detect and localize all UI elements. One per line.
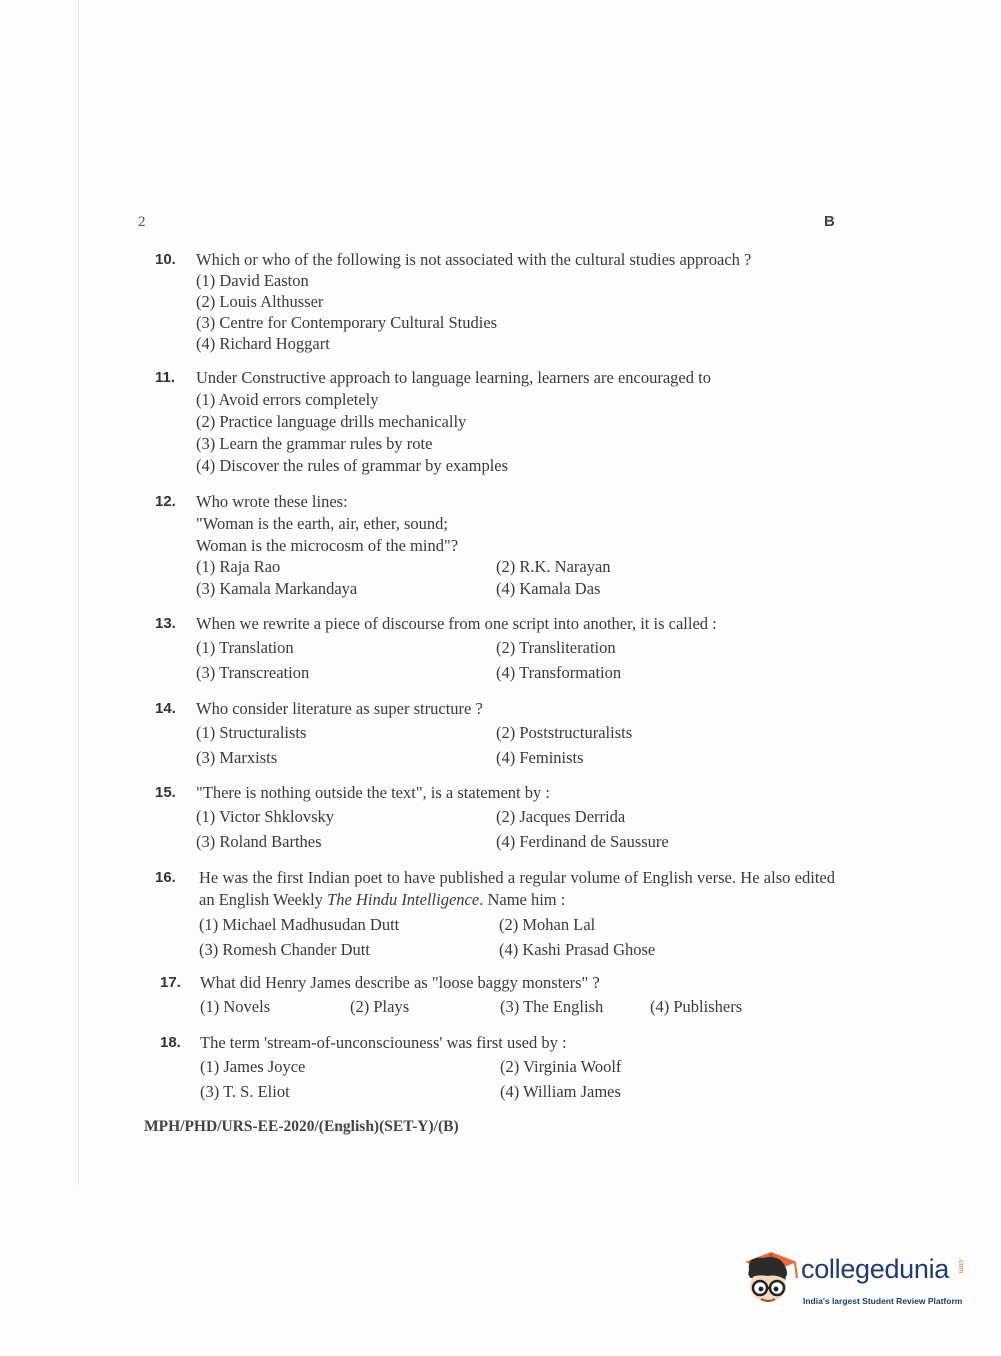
option: (3) The English <box>500 997 604 1016</box>
option: (2) Virginia Woolf <box>500 1057 622 1076</box>
option: (2) Poststructuralists <box>496 723 633 742</box>
option: (3) Roland Barthes <box>196 832 322 851</box>
option: (3) Marxists <box>196 748 278 767</box>
option: (1) Avoid errors completely <box>196 390 379 409</box>
question-number: 11. <box>155 369 176 386</box>
option: (3) Centre for Contemporary Cultural Studies <box>196 313 498 332</box>
question-18 <box>155 1032 845 1104</box>
question-number: 15. <box>155 784 176 801</box>
question-text: Under Constructive approach to language learning, learners are encouraged to <box>196 368 711 387</box>
question-10 <box>155 249 845 355</box>
question-text <box>199 867 835 911</box>
option: (2) Plays <box>350 997 410 1016</box>
option: (4) Discover the rules of grammar by examples <box>196 456 509 475</box>
question-text: What did Henry James describe as "loose baggy monsters" ? <box>200 973 600 992</box>
collegedunia-watermark[interactable] <box>741 1248 971 1318</box>
option: (1) James Joyce <box>200 1057 306 1076</box>
option: (1) Raja Rao <box>196 557 281 576</box>
option: (1) Structuralists <box>196 723 307 742</box>
question-14 <box>155 698 845 770</box>
question-12 <box>155 491 845 600</box>
option: (3) T. S. Eliot <box>200 1082 290 1101</box>
question-number: 12. <box>155 493 176 510</box>
paper-code: MPH/PHD/URS-EE-2020/(English)(SET-Y)/(B) <box>144 1118 459 1135</box>
option: (4) William James <box>500 1082 621 1101</box>
option: (4) Kamala Das <box>496 579 601 598</box>
question-11 <box>155 367 845 477</box>
question-text-line: "Woman is the earth, air, ether, sound; <box>196 514 448 533</box>
question-text: "There is nothing outside the text", is a statement by : <box>196 783 550 802</box>
question-13 <box>155 613 845 685</box>
option: (4) Feminists <box>496 748 584 767</box>
question-text: The term 'stream-of-unconsciouness' was first used by : <box>200 1033 567 1052</box>
question-text: When we rewrite a piece of discourse from one script into another, it is called : <box>196 614 717 633</box>
option: (2) R.K. Narayan <box>496 557 611 576</box>
margin-line <box>78 0 79 1185</box>
option: (2) Transliteration <box>496 638 616 657</box>
option: (1) David Easton <box>196 271 309 290</box>
question-number: 14. <box>155 700 176 717</box>
option: (2) Louis Althusser <box>196 292 324 311</box>
question-text-line: Who wrote these lines: <box>196 492 348 511</box>
question-text-part: . Name him : <box>479 890 566 909</box>
question-text: Who consider literature as super structure ? <box>196 699 483 718</box>
publication-title: The Hindu Intelligence <box>327 890 480 909</box>
option: (1) Translation <box>196 638 294 657</box>
brand-tagline: India's largest Student Review Platform <box>803 1296 963 1306</box>
option: (1) Novels <box>200 997 271 1016</box>
student-mascot-icon <box>741 1248 799 1310</box>
question-text: Which or who of the following is not associated with the cultural studies approach ? <box>196 250 752 269</box>
option: (4) Ferdinand de Saussure <box>496 832 669 851</box>
question-number: 17. <box>160 974 181 991</box>
option: (2) Practice language drills mechanically <box>196 412 467 431</box>
option: (4) Transformation <box>496 663 622 682</box>
option: (3) Romesh Chander Dutt <box>199 940 370 959</box>
option: (3) Kamala Markandaya <box>196 579 358 598</box>
page-number: 2 <box>138 214 146 230</box>
question-17 <box>155 972 845 1019</box>
question-number: 16. <box>155 869 176 886</box>
brand-domain: .com <box>957 1258 964 1274</box>
question-16 <box>155 867 835 962</box>
option: (4) Publishers <box>650 997 743 1016</box>
question-text-part: He was the first Indian poet to have published a regular volume of English verse. He also edited an English Weekly <box>199 868 835 909</box>
question-number: 13. <box>155 615 176 632</box>
question-number: 18. <box>160 1034 181 1051</box>
option: (2) Mohan Lal <box>499 915 596 934</box>
option: (1) Victor Shklovsky <box>196 807 335 826</box>
question-number: 10. <box>155 251 176 268</box>
question-15 <box>155 782 845 854</box>
option: (1) Michael Madhusudan Dutt <box>199 915 400 934</box>
set-code: B <box>824 213 835 230</box>
option: (4) Richard Hoggart <box>196 334 330 353</box>
brand-name: collegedunia <box>801 1254 950 1284</box>
option: (2) Jacques Derrida <box>496 807 626 826</box>
question-text-line: Woman is the microcosm of the mind"? <box>196 536 459 555</box>
option: (3) Transcreation <box>196 663 310 682</box>
option: (3) Learn the grammar rules by rote <box>196 434 433 453</box>
option: (4) Kashi Prasad Ghose <box>499 940 656 959</box>
